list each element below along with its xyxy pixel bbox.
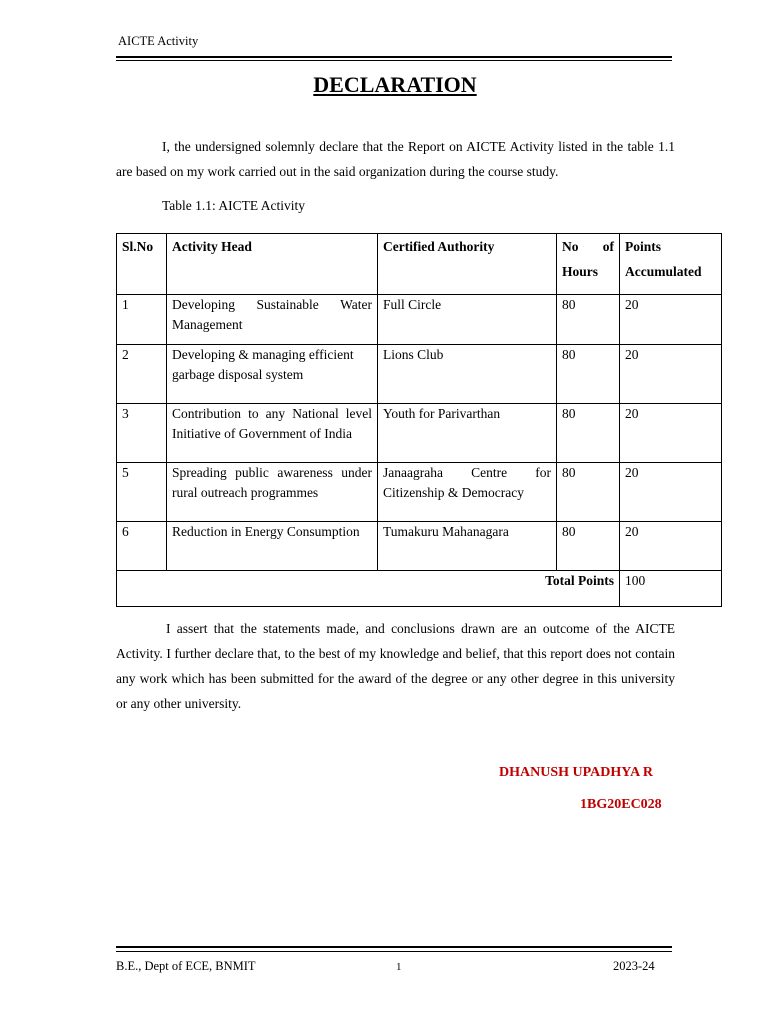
table-caption: Table 1.1: AICTE Activity bbox=[162, 198, 306, 213]
header-rule-thick bbox=[116, 56, 672, 58]
cell-activity: Contribution to any National level Initiative of Government of India bbox=[167, 404, 378, 463]
table-total-row bbox=[117, 571, 722, 607]
cell-points: 20 bbox=[620, 295, 722, 345]
cell-points: 20 bbox=[620, 522, 722, 571]
cell-authority: Lions Club bbox=[378, 345, 557, 404]
running-header: AICTE Activity bbox=[118, 34, 199, 48]
activity-table bbox=[116, 233, 722, 607]
footer-rule-thin bbox=[116, 951, 672, 952]
cell-authority: Full Circle bbox=[378, 295, 557, 345]
cell-slno: 6 bbox=[117, 522, 167, 571]
cell-activity: Reduction in Energy Consumption bbox=[167, 522, 378, 571]
cell-authority: Tumakuru Mahanagara bbox=[378, 522, 557, 571]
footer-department: B.E., Dept of ECE, BNMIT bbox=[116, 959, 256, 973]
table-header-row bbox=[117, 234, 722, 295]
cell-activity: Spreading public awareness under rural outreach programmes bbox=[167, 463, 378, 522]
cell-hours: 80 bbox=[557, 522, 620, 571]
cell-hours: 80 bbox=[557, 404, 620, 463]
table-row bbox=[117, 463, 722, 522]
header-authority: Certified Authority bbox=[378, 234, 557, 295]
header-points: Points Accumulated bbox=[620, 234, 722, 295]
cell-points: 20 bbox=[620, 463, 722, 522]
cell-hours: 80 bbox=[557, 295, 620, 345]
header-slno: Sl.No bbox=[117, 234, 167, 295]
total-points-label: Total Points bbox=[117, 571, 620, 607]
cell-slno: 5 bbox=[117, 463, 167, 522]
signature-name: DHANUSH UPADHYA R bbox=[499, 765, 654, 780]
cell-authority: Janaagraha Centre for Citizenship & Democracy bbox=[378, 463, 557, 522]
cell-points: 20 bbox=[620, 404, 722, 463]
header-hours: No of Hours bbox=[557, 234, 620, 295]
footer-rule-thick bbox=[116, 946, 672, 948]
signature-usn: 1BG20EC028 bbox=[580, 797, 662, 812]
page-title: DECLARATION bbox=[313, 72, 477, 97]
table-row bbox=[117, 295, 722, 345]
cell-activity: Developing & managing efficient garbage disposal system bbox=[167, 345, 378, 404]
cell-slno: 1 bbox=[117, 295, 167, 345]
assertion-paragraph: I assert that the statements made, and conclusions drawn are an outcome of the AICTE Activity. I further declare that, to the best of my knowledge and belief, that this report does not contain any work which has been submitted for the award of the degree or any other degree in this university or any other university. bbox=[116, 621, 675, 711]
cell-slno: 3 bbox=[117, 404, 167, 463]
table-row bbox=[117, 404, 722, 463]
table-row bbox=[117, 345, 722, 404]
cell-hours: 80 bbox=[557, 345, 620, 404]
cell-points: 20 bbox=[620, 345, 722, 404]
total-points-value: 100 bbox=[620, 571, 722, 607]
cell-hours: 80 bbox=[557, 463, 620, 522]
intro-paragraph: I, the undersigned solemnly declare that the Report on AICTE Activity listed in the table 1.1 are based on my work carried out in the said organization during the course study. bbox=[116, 139, 675, 179]
header-rule-thin bbox=[116, 60, 672, 61]
footer-year: 2023-24 bbox=[613, 959, 655, 973]
header-activity: Activity Head bbox=[167, 234, 378, 295]
table-row bbox=[117, 522, 722, 571]
cell-activity: Developing Sustainable Water Management bbox=[167, 295, 378, 345]
page-number: 1 bbox=[396, 961, 402, 973]
cell-slno: 2 bbox=[117, 345, 167, 404]
cell-authority: Youth for Parivarthan bbox=[378, 404, 557, 463]
